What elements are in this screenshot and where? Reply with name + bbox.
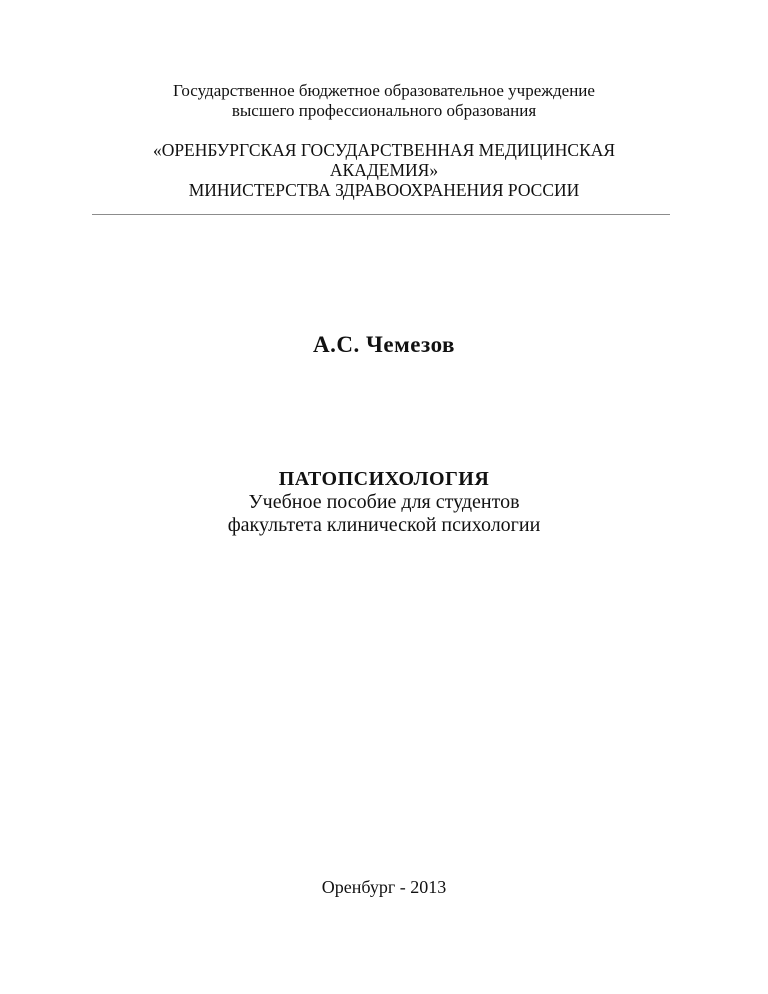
academy-name-line: МИНИСТЕРСТВА ЗДРАВООХРАНЕНИЯ РОССИИ <box>188 180 580 200</box>
author-name: А.С. Чемезов <box>313 332 455 357</box>
academy-name <box>0 140 768 200</box>
academy-name-line: АКАДЕМИЯ» <box>329 160 439 180</box>
book-subtitle-line: факультета клинической психологии <box>227 514 541 536</box>
book-subtitle-line: Учебное пособие для студентов <box>248 491 520 513</box>
book-title-block <box>0 468 768 537</box>
academy-name-line: «ОРЕНБУРГСКАЯ ГОСУДАРСТВЕННАЯ МЕДИЦИНСКАЯ <box>152 140 616 160</box>
horizontal-rule <box>92 214 670 215</box>
institution-header <box>0 81 768 121</box>
institution-line: Государственное бюджетное образовательное учреждение <box>173 81 595 100</box>
book-title: ПАТОПСИХОЛОГИЯ <box>278 468 490 490</box>
institution-line: высшего профессионального образования <box>231 101 537 120</box>
imprint: Оренбург - 2013 <box>321 877 447 897</box>
